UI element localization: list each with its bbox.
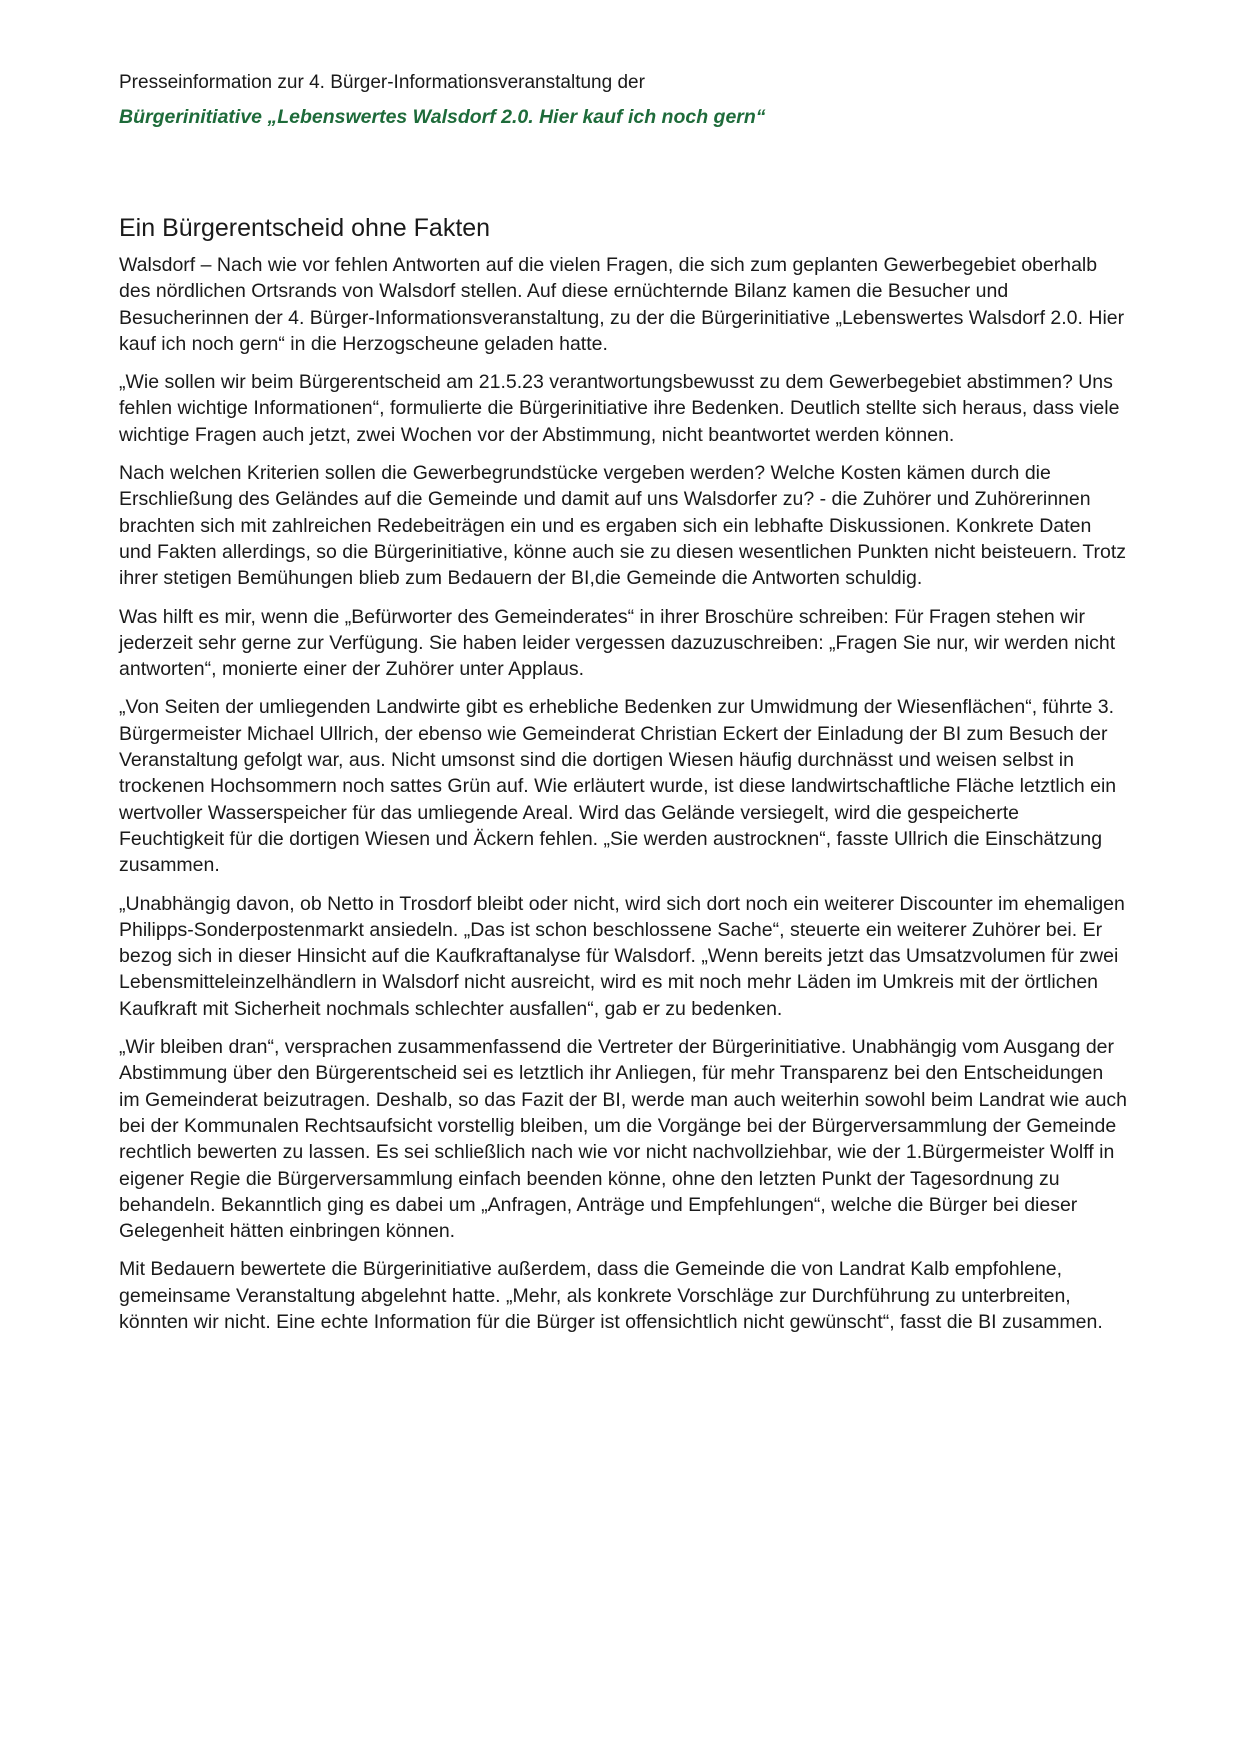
initiative-name: Bürgerinitiative „Lebenswertes Walsdorf 2.0. Hier kauf ich noch gern“ — [119, 106, 766, 128]
press-info-line: Presseinformation zur 4. Bürger-Informationsveranstaltung der — [119, 72, 645, 93]
article-paragraph: „Wir bleiben dran“, versprachen zusammenfassend die Vertreter der Bürgerinitiative. Unabhängig vom Ausgang der Abstimmung über den Bürgerentscheid sei es letztlich ihr Anliegen, für mehr Transparenz bei den Entscheidungen im Gemeinderat beizutragen. Deshalb, so das Fazit der BI, werde man auch weiterhin sowohl beim Landrat wie auch bei der Kommunalen Rechtsaufsicht vorstellig bleiben, um die Vorgänge bei der Bürgerversammlung der Gemeinde rechtlich bewerten zu lassen. Es sei schließlich nach wie vor nicht nachvollziehbar, wie der 1.Bürgermeister Wolff in eigener Regie die Bürgerversammlung einfach beenden könne, ohne den letzten Punkt der Tagesordnung zu behandeln. Bekanntlich ging es dabei um „Anfragen, Anträge und Empfehlungen“, welche die Bürger bei dieser Gelegenheit hätten einbringen können. — [119, 1036, 1128, 1243]
article-paragraph: Was hilft es mir, wenn die „Befürworter des Gemeinderates“ in ihrer Broschüre schreiben: Für Fragen stehen wir jederzeit sehr gerne zur Verfügung. Sie haben leider vergessen dazuzuschreiben: „Fragen Sie nur, wir werden nicht antworten“, monierte einer der Zuhörer unter Applaus. — [119, 605, 1116, 681]
article-paragraph: Nach welchen Kriterien sollen die Gewerbegrundstücke vergeben werden? Welche Kosten kämen durch die Erschließung des Geländes auf die Gemeinde und damit auf uns Walsdorfer zu? - die Zuhörer und Zuhörerinnen brachten sich mit zahlreichen Redebeiträgen ein und es ergaben sich ein lebhafte Diskussionen. Konkrete Daten und Fakten allerdings, so die Bürgerinitiative, könne auch sie zu diesen wesentlichen Punkten nicht beisteuern. Trotz ihrer stetigen Bemühungen blieb zum Bedauern der BI,die Gemeinde die Antworten schuldig. — [119, 462, 1127, 590]
article-paragraph: Mit Bedauern bewertete die Bürgerinitiative außerdem, dass die Gemeinde die von Landrat Kalb empfohlene, gemeinsame Veranstaltung abgelehnt hatte. „Mehr, als konkrete Vorschläge zur Durchführung zu unterbreiten, könnten wir nicht. Eine echte Information für die Bürger ist offensichtlich nicht gewünscht“, fasst die BI zusammen. — [119, 1258, 1103, 1333]
article-paragraph: Walsdorf – Nach wie vor fehlen Antworten auf die vielen Fragen, die sich zum geplanten Gewerbegebiet oberhalb des nördlichen Ortsrands von Walsdorf stellen. Auf diese ernüchternde Bilanz kamen die Besucher und Besucherinnen der 4. Bürger-Informationsveranstaltung, zu der die Bürgerinitiative „Lebenswertes Walsdorf 2.0. Hier kauf ich noch gern“ in die Herzogscheune geladen hatte. — [119, 254, 1125, 355]
article-title: Ein Bürgerentscheid ohne Fakten — [119, 214, 491, 242]
article-paragraph: „Von Seiten der umliegenden Landwirte gibt es erhebliche Bedenken zur Umwidmung der Wiesenflächen“, führte 3. Bürgermeister Michael Ullrich, der ebenso wie Gemeinderat Christian Eckert der Einladung der BI zum Besuch der Veranstaltung gefolgt war, aus. Nicht umsonst sind die dortigen Wiesen häufig durchnässt und weisen selbst in trockenen Hochsommern noch sattes Grün auf. Wie erläutert wurde, ist diese landwirtschaftliche Fläche letztlich ein wertvoller Wasserspeicher für das umliegende Areal. Wird das Gelände versiegelt, wird die gespeicherte Feuchtigkeit für die dortigen Wiesen und Äckern fehlen. „Sie werden austrocknen“, fasste Ullrich die Einschätzung zusammen. — [119, 696, 1117, 877]
article-paragraph: „Unabhängig davon, ob Netto in Trosdorf bleibt oder nicht, wird sich dort noch ein weiterer Discounter im ehemaligen Philipps-Sonderpostenmarkt ansiedeln. „Das ist schon beschlossene Sache“, steuerte ein weiterer Zuhörer bei. Er bezog sich in dieser Hinsicht auf die Kaufkraftanalyse für Walsdorf. „Wenn bereits jetzt das Umsatzvolumen für zwei Lebensmitteleinzelhändlern in Walsdorf nicht ausreicht, wird es mit noch mehr Läden im Umkreis mit der örtlichen Kaufkraft mit Sicherheit nochmals schlechter ausfallen“, gab er zu bedenken. — [119, 892, 1125, 1020]
article-paragraph: „Wie sollen wir beim Bürgerentscheid am 21.5.23 verantwortungsbewusst zu dem Gewerbegebiet abstimmen? Uns fehlen wichtige Informationen“, formulierte die Bürgerinitiative ihre Bedenken. Deutlich stellte sich heraus, dass viele wichtige Fragen auch jetzt, zwei Wochen vor der Abstimmung, nicht beantwortet werden können. — [119, 371, 1120, 446]
press-release-page — [119, 70, 1129, 1347]
